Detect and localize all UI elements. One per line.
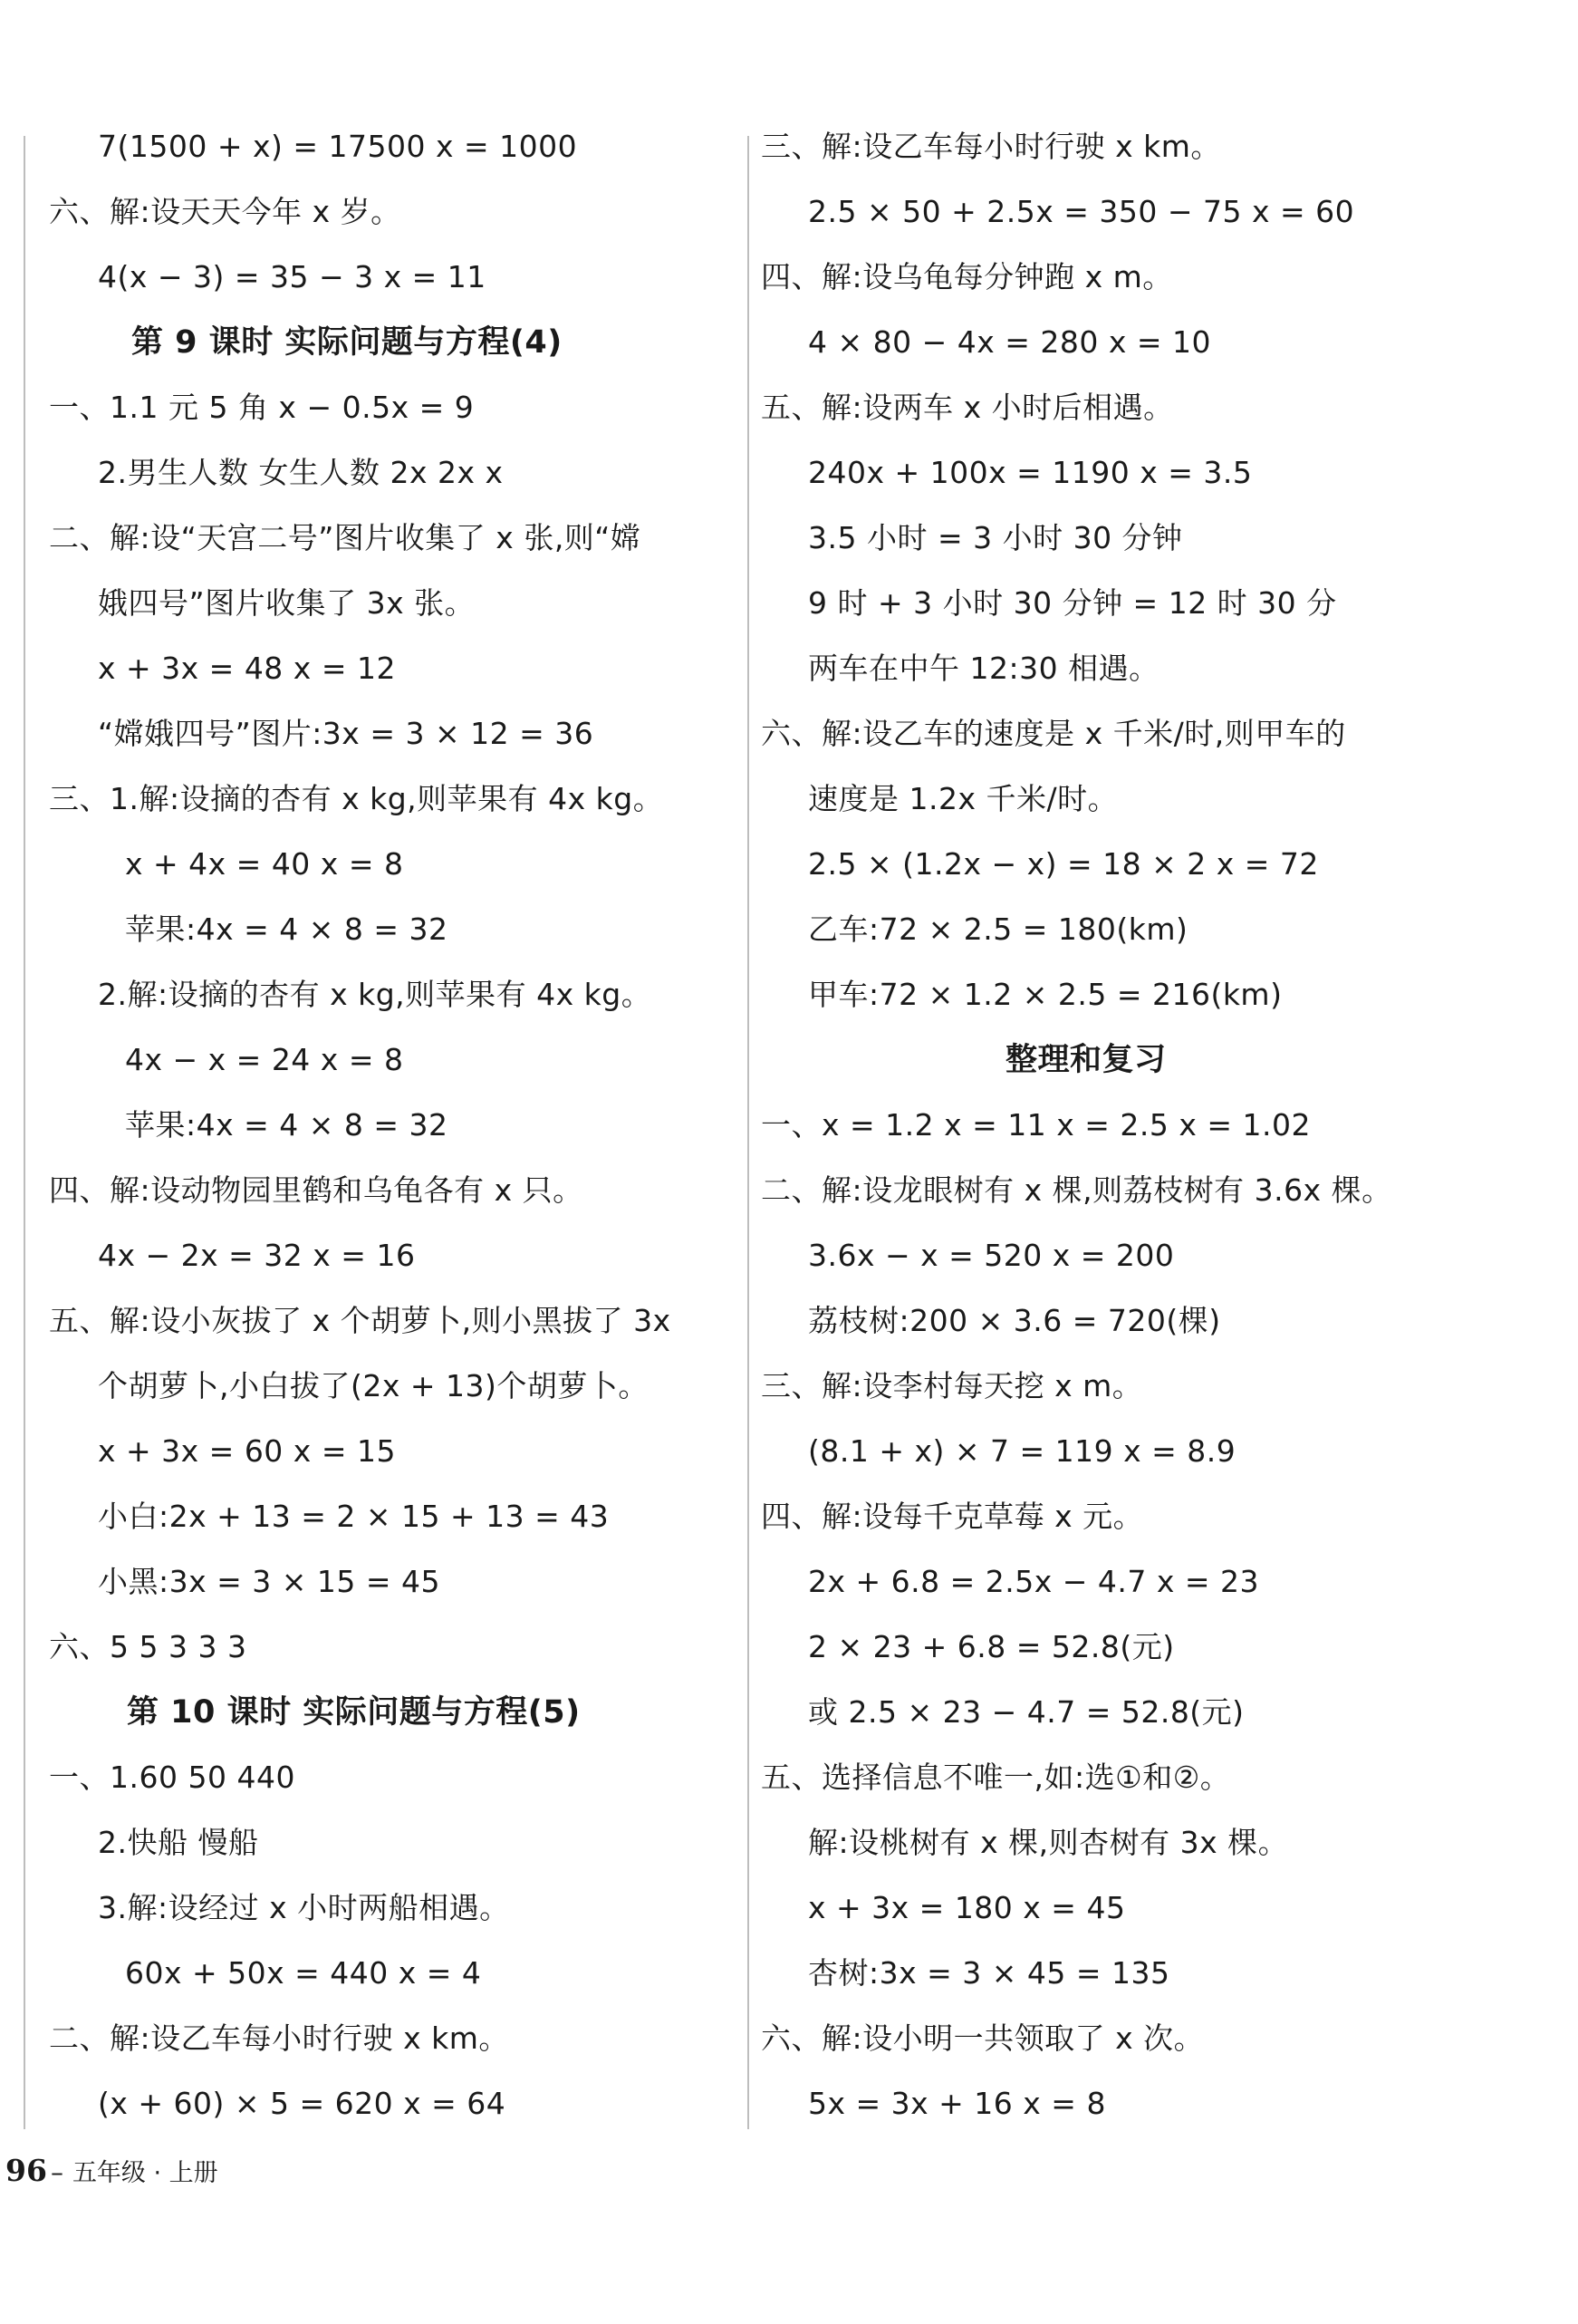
column-divider bbox=[747, 136, 749, 2129]
right-answer-line: 2.5 × 50 + 2.5x = 350 − 75 x = 60 bbox=[808, 194, 1355, 229]
right-answer-line: 五、选择信息不唯一,如:选①和②。 bbox=[761, 1760, 1231, 1795]
left-answer-line: 个胡萝卜,小白拔了(2x + 13)个胡萝卜。 bbox=[98, 1368, 649, 1403]
right-answer-line: 4 × 80 − 4x = 280 x = 10 bbox=[808, 324, 1212, 360]
left-answer-line: 六、解:设天天今年 x 岁。 bbox=[49, 194, 401, 229]
page-number: 96 bbox=[5, 2153, 47, 2188]
left-answer-line: 五、解:设小灰拔了 x 个胡萝卜,则小黑拔了 3x bbox=[49, 1303, 671, 1338]
left-answer-line: “嫦娥四号”图片:3x = 3 × 12 = 36 bbox=[98, 716, 594, 751]
right-answer-line: 2.5 × (1.2x − x) = 18 × 2 x = 72 bbox=[808, 846, 1319, 882]
left-answer-line: 4x − 2x = 32 x = 16 bbox=[98, 1238, 416, 1273]
grade-label: 五年级 · 上册 bbox=[72, 2159, 218, 2187]
right-answer-line: 2 × 23 + 6.8 = 52.8(元) bbox=[808, 1629, 1175, 1664]
right-section-heading: 整理和复习 bbox=[1005, 1042, 1167, 1078]
right-answer-line: 速度是 1.2x 千米/时。 bbox=[808, 781, 1119, 816]
left-answer-line: 四、解:设动物园里鹤和乌龟各有 x 只。 bbox=[49, 1172, 583, 1208]
left-answer-line: 娥四号”图片收集了 3x 张。 bbox=[98, 585, 476, 621]
left-answer-line: (x + 60) × 5 = 620 x = 64 bbox=[98, 2086, 506, 2121]
left-answer-line: 一、1.1 元 5 角 x − 0.5x = 9 bbox=[49, 390, 475, 425]
right-answer-line: 或 2.5 × 23 − 4.7 = 52.8(元) bbox=[808, 1694, 1245, 1730]
right-answer-line: 5x = 3x + 16 x = 8 bbox=[808, 2086, 1106, 2121]
left-answer-line: x + 3x = 48 x = 12 bbox=[98, 651, 396, 686]
right-answer-line: 二、解:设龙眼树有 x 棵,则荔枝树有 3.6x 棵。 bbox=[761, 1172, 1392, 1208]
right-answer-line: 四、解:设乌龟每分钟跑 x m。 bbox=[761, 259, 1173, 294]
left-answer-line: 小黑:3x = 3 × 15 = 45 bbox=[98, 1564, 441, 1599]
left-answer-line: x + 4x = 40 x = 8 bbox=[125, 846, 404, 882]
left-margin-rule bbox=[24, 136, 25, 2129]
right-answer-line: 杏树:3x = 3 × 45 = 135 bbox=[808, 1955, 1170, 1991]
right-answer-line: 3.6x − x = 520 x = 200 bbox=[808, 1238, 1175, 1273]
left-answer-line: 二、解:设“天宫二号”图片收集了 x 张,则“嫦 bbox=[49, 520, 641, 555]
right-answer-line: 2x + 6.8 = 2.5x − 4.7 x = 23 bbox=[808, 1564, 1260, 1599]
left-answer-line: 小白:2x + 13 = 2 × 15 + 13 = 43 bbox=[98, 1499, 610, 1534]
left-answer-line: x + 3x = 60 x = 15 bbox=[98, 1433, 396, 1469]
left-answer-line: 苹果:4x = 4 × 8 = 32 bbox=[125, 1107, 448, 1143]
right-answer-line: 两车在中午 12:30 相遇。 bbox=[808, 651, 1159, 686]
right-answer-line: 3.5 小时 = 3 小时 30 分钟 bbox=[808, 520, 1183, 555]
left-answer-line: 二、解:设乙车每小时行驶 x km。 bbox=[49, 2020, 509, 2056]
right-answer-line: 解:设桃树有 x 棵,则杏树有 3x 棵。 bbox=[808, 1825, 1289, 1860]
left-answer-line: 60x + 50x = 440 x = 4 bbox=[125, 1955, 482, 1991]
right-answer-line: 五、解:设两车 x 小时后相遇。 bbox=[761, 390, 1174, 425]
left-answer-line: 3.解:设经过 x 小时两船相遇。 bbox=[98, 1890, 510, 1925]
left-answer-line: 7(1500 + x) = 17500 x = 1000 bbox=[98, 129, 578, 164]
left-answer-line: 2.男生人数 女生人数 2x 2x x bbox=[98, 455, 504, 490]
left-section-heading: 第 10 课时 实际问题与方程(5) bbox=[127, 1694, 581, 1731]
right-answer-line: 乙车:72 × 2.5 = 180(km) bbox=[808, 911, 1188, 947]
page-footer bbox=[5, 2151, 218, 2191]
left-answer-line: 三、1.解:设摘的杏有 x kg,则苹果有 4x kg。 bbox=[49, 781, 664, 816]
left-answer-line: 一、1.60 50 440 bbox=[49, 1760, 295, 1795]
right-answer-line: 三、解:设李村每天挖 x m。 bbox=[761, 1368, 1143, 1403]
left-answer-line: 4(x − 3) = 35 − 3 x = 11 bbox=[98, 259, 486, 294]
left-answer-line: 4x − x = 24 x = 8 bbox=[125, 1042, 404, 1077]
right-answer-line: 一、x = 1.2 x = 11 x = 2.5 x = 1.02 bbox=[761, 1107, 1312, 1143]
right-answer-line: 六、解:设小明一共领取了 x 次。 bbox=[761, 2020, 1205, 2056]
right-answer-line: 荔枝树:200 × 3.6 = 720(棵) bbox=[808, 1303, 1221, 1338]
right-answer-line: 9 时 + 3 小时 30 分钟 = 12 时 30 分 bbox=[808, 585, 1337, 621]
right-answer-line: 六、解:设乙车的速度是 x 千米/时,则甲车的 bbox=[761, 716, 1346, 751]
right-answer-line: x + 3x = 180 x = 45 bbox=[808, 1890, 1126, 1925]
left-answer-line: 2.快船 慢船 bbox=[98, 1825, 259, 1860]
right-answer-line: (8.1 + x) × 7 = 119 x = 8.9 bbox=[808, 1433, 1236, 1469]
right-answer-line: 甲车:72 × 1.2 × 2.5 = 216(km) bbox=[808, 977, 1283, 1012]
left-answer-line: 苹果:4x = 4 × 8 = 32 bbox=[125, 911, 448, 947]
right-answer-line: 三、解:设乙车每小时行驶 x km。 bbox=[761, 129, 1221, 164]
footer-dash: – bbox=[50, 2157, 63, 2187]
right-answer-line: 四、解:设每千克草莓 x 元。 bbox=[761, 1499, 1144, 1534]
left-answer-line: 六、5 5 3 3 3 bbox=[49, 1629, 247, 1664]
right-answer-line: 240x + 100x = 1190 x = 3.5 bbox=[808, 455, 1253, 490]
left-section-heading: 第 9 课时 实际问题与方程(4) bbox=[131, 324, 563, 361]
left-answer-line: 2.解:设摘的杏有 x kg,则苹果有 4x kg。 bbox=[98, 977, 652, 1012]
